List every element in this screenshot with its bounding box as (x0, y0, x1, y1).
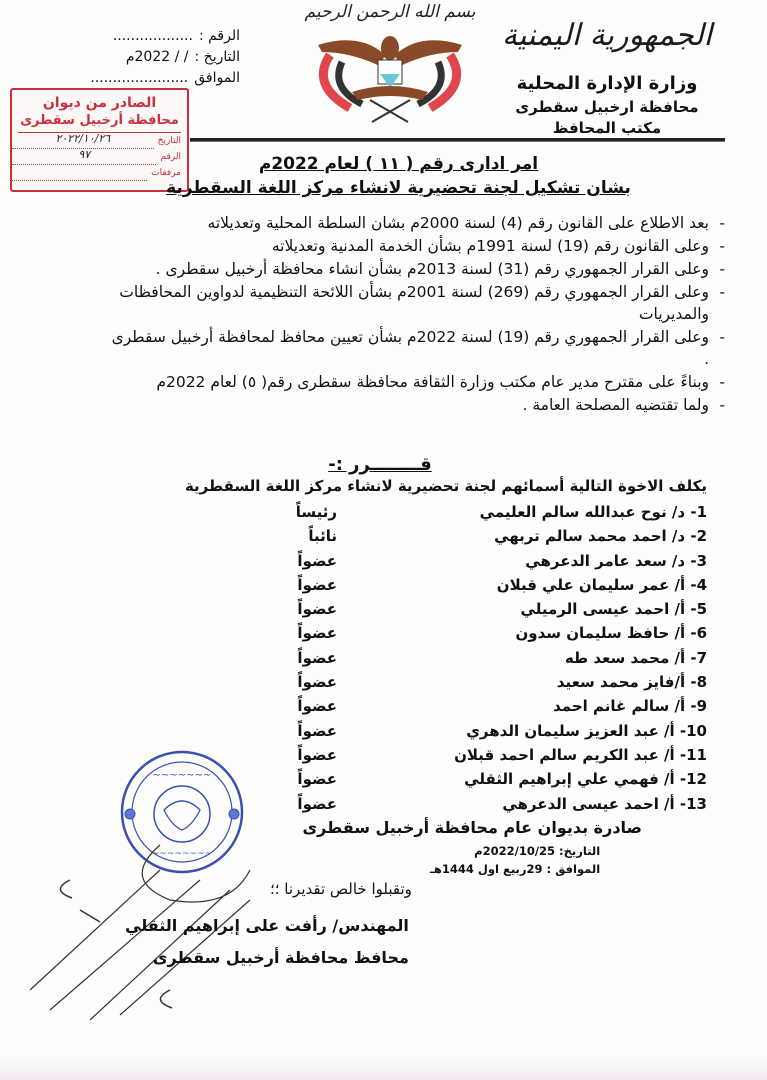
letterhead-right (487, 14, 727, 138)
member-name: 8- أ/فايز محمد سعيد (556, 673, 707, 692)
preamble-item: - بعد الاطلاع على القانون رقم (4) لسنة 2000م بشان السلطة المحلية وتعديلاته (110, 212, 727, 234)
stamp-number-label: الرقم (160, 152, 181, 162)
member-name: 11- أ/ عبد الكريم سالم احمد قبلان (454, 745, 707, 764)
issue-hijri-label: الموافق : (546, 862, 601, 876)
header-divider (190, 138, 725, 142)
ref-date-value: / / 2022م (125, 49, 189, 65)
member-name: 4- أ/ عمر سليمان علي قبلان (496, 575, 707, 594)
member-row (227, 624, 707, 648)
member-role: عضواً (297, 721, 337, 740)
stamp-attachments-label: مرفقات (151, 168, 181, 178)
stamp-date-field (12, 133, 187, 149)
member-name: 5- أ/ احمد عيسى الرميلي (520, 600, 707, 619)
signatory-title: محافظ محافظة أرخبيل سقطرى (152, 948, 409, 967)
member-role: نائباً (308, 527, 337, 546)
member-role: عضواً (297, 624, 337, 643)
member-row (227, 722, 707, 746)
svg-text:~~~~~~~~: ~~~~~~~~ (151, 849, 213, 859)
member-name: 2- د/ احمد محمد سالم تربهي (494, 527, 707, 546)
stamp-date-label: التاريخ (157, 136, 181, 146)
member-role: عضواً (297, 770, 337, 789)
stamp-date-value: ٢٠٢٢/١٠/٢٦ (12, 133, 154, 149)
ref-number-value: .................. (112, 28, 193, 44)
document-title (150, 152, 647, 200)
closing-thanks: وتقبلوا خالص تقديرنا ؛؛ (270, 880, 412, 898)
member-name: 6- أ/ حافظ سليمان سدون (515, 624, 707, 643)
scan-edge (0, 1058, 767, 1080)
member-role: عضواً (297, 745, 337, 764)
member-role: رئيساً (295, 503, 337, 521)
preamble-item: - وعلى القرار الجمهوري رقم (269) لسنة 2001م بشأن اللائحة التنظيمية لدواوين المحافظات والمديريات (110, 281, 727, 325)
member-role: عضواً (297, 794, 337, 813)
reference-fields (60, 26, 240, 89)
preamble (110, 212, 727, 417)
ministry-name: وزارة الإدارة المحلية (516, 73, 698, 94)
issue-dates (430, 842, 600, 878)
member-row (227, 795, 707, 819)
preamble-item: - ولما تقتضيه المصلحة العامة . (110, 394, 727, 416)
stamp-number-value: ٩٧ (12, 149, 156, 165)
stamp-line2: محافظة أرخبيل سقطرى (18, 112, 181, 133)
ref-number-label: الرقم : (198, 28, 240, 44)
member-role: عضواً (297, 551, 337, 570)
yemen-emblem (290, 0, 490, 125)
member-name: 1- د/ نوح عبدالله سالم العليمي (479, 503, 707, 521)
committee-members (227, 503, 707, 819)
member-row (227, 503, 707, 527)
member-role: عضواً (297, 697, 337, 716)
preamble-item: - وعلى القانون رقم (19) لسنة 1991م بشأن الخدمة المدنية وتعديلاته (110, 235, 727, 257)
member-name: 10- أ/ عبد العزيز سليمان الدهري (466, 721, 707, 740)
issue-hijri-value: 29ربيع اول 1444هـ (430, 862, 543, 876)
stamp-attachments-value (12, 165, 147, 181)
ref-hijri-value: ...................... (90, 70, 189, 86)
member-row (227, 552, 707, 576)
member-row (227, 649, 707, 673)
member-role: عضواً (297, 600, 337, 619)
issue-date-label: التاريخ: (559, 844, 601, 858)
ref-number-row (60, 26, 240, 47)
ref-date-row (60, 47, 240, 68)
governorate-name: محافظة ارخبيل سقطرى (515, 98, 699, 116)
member-row (227, 770, 707, 794)
member-row (227, 576, 707, 600)
order-number-title: امر اداری رقم ( ١١ ) لعام 2022م (258, 154, 539, 174)
basmala: بسم الله الرحمن الرحيم (304, 2, 476, 22)
member-name: 7- أ/ محمد سعد طه (564, 648, 707, 667)
office-name: مكتب المحافظ (552, 119, 662, 137)
member-role: عضواً (297, 648, 337, 667)
member-role: عضواً (297, 575, 337, 594)
member-name: 12- أ/ فهمي علي إبراهيم الثقلي (464, 770, 707, 789)
signature-block (125, 910, 409, 974)
member-row (227, 673, 707, 697)
member-row (227, 600, 707, 624)
svg-text:~~~~~~~: ~~~~~~~ (152, 770, 212, 781)
preamble-item: - وعلى القرار الجمهوري رقم (31) لسنة 2013م بشأن انشاء محافظة أرخبيل سقطرى . (110, 258, 727, 280)
issued-at: صادرة بديوان عام محافظة أرخبيل سقطرى (302, 818, 642, 837)
member-row (227, 746, 707, 770)
stamp-line1: الصادر من ديوان (42, 95, 157, 111)
ref-hijri-row (60, 68, 240, 89)
decision-heading: قــــــــرر :- (328, 454, 432, 475)
ref-date-label: التاريخ : (194, 49, 240, 65)
member-row (227, 527, 707, 551)
member-name: 13- أ/ احمد عيسى الدعرهي (502, 794, 707, 813)
order-subject: بشان تشكيل لجنة تحضيرية لانشاء مركز اللغة السقطرية (166, 178, 631, 198)
signatory-name: المهندس/ رأفت على إبراهيم الثقلي (125, 916, 409, 935)
member-role: عضواً (297, 673, 337, 692)
assignment-text: يكلف الاخوة التالية أسمائهم لجنة تحضيرية لانشاء مركز اللغة السقطرية (184, 477, 707, 495)
republic-name: الجمهورية اليمنية (501, 18, 713, 53)
member-name: 9- أ/ سالم غانم احمد (553, 697, 707, 716)
issue-date-value: 2022/10/25م (474, 844, 556, 858)
eagle-emblem-icon (290, 0, 490, 125)
preamble-item: - وبناءً على مقترح مدير عام مكتب وزارة الثقافة محافظة سقطرى رقم( ٥) لعام 2022م (110, 371, 727, 393)
member-row (227, 697, 707, 721)
ref-hijri-label: الموافق (194, 70, 240, 86)
member-name: 3- د/ سعد عامر الدعرهي (525, 551, 707, 570)
preamble-item: - وعلى القرار الجمهوري رقم (19) لسنة 2022م بشأن تعيين محافظ لمحافظة أرخبيل سقطرى . (110, 326, 727, 370)
